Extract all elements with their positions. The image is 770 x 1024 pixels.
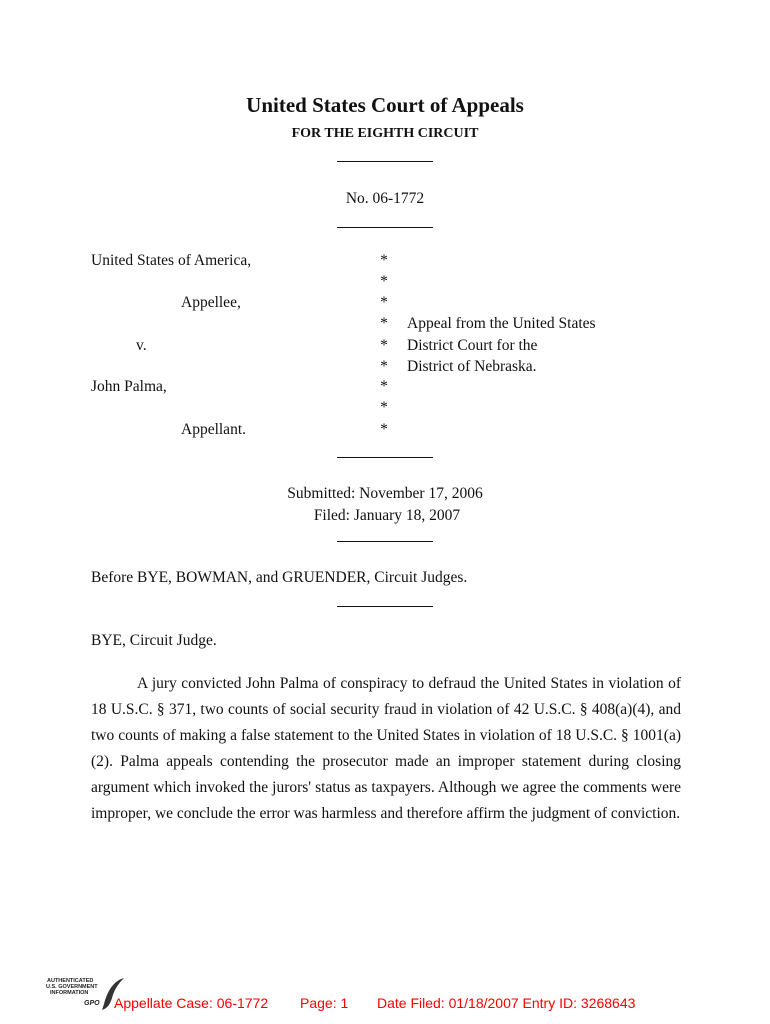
- footer-appellate-case: Appellate Case: 06-1772: [114, 995, 269, 1011]
- caption-star: *: [380, 337, 388, 354]
- caption-star: *: [380, 273, 388, 290]
- divider-rule: [337, 606, 433, 607]
- panel-judges: Before BYE, BOWMAN, and GRUENDER, Circuit Judges.: [91, 569, 468, 586]
- caption-star: *: [380, 358, 388, 375]
- defendant-role: Appellant.: [181, 421, 246, 438]
- caption-star: *: [380, 294, 388, 311]
- footer-date-filed: Date Filed: 01/18/2007 Entry ID: 3268643: [377, 995, 636, 1011]
- court-name: United States Court of Appeals: [246, 93, 524, 117]
- case-number: No. 06-1772: [345, 190, 425, 207]
- logo-line-3: INFORMATION: [50, 990, 89, 996]
- caption-star: *: [380, 378, 388, 395]
- filed-date: Filed: January 18, 2007: [313, 507, 461, 524]
- logo-line-2: U.S. GOVERNMENT: [46, 984, 98, 990]
- caption-star: *: [380, 315, 388, 332]
- plaintiff-name: United States of America,: [91, 252, 252, 269]
- opinion-paragraph: [91, 671, 681, 827]
- caption-star: *: [380, 252, 388, 269]
- logo-line-1: AUTHENTICATED: [47, 978, 94, 984]
- defendant-name: John Palma,: [91, 378, 167, 395]
- caption-star: *: [380, 399, 388, 416]
- caption-star: *: [380, 421, 388, 438]
- logo-mark: GPO: [84, 1000, 100, 1007]
- appeal-from-line-1: Appeal from the United States: [407, 315, 596, 332]
- divider-rule: [337, 161, 433, 162]
- appeal-from-line-3: District of Nebraska.: [407, 358, 537, 375]
- divider-rule: [337, 227, 433, 228]
- plaintiff-role: Appellee,: [181, 294, 241, 311]
- circuit-name: FOR THE EIGHTH CIRCUIT: [291, 126, 479, 141]
- opinion-paragraph-text: A jury convicted John Palma of conspiracy to defraud the United States in violation of 18 U.S.C. § 371, two counts of social security fraud in violation of 42 U.S.C. § 408(a)(4), and two counts of making a false statement to the United States in violation of 18 U.S.C. § 1001(a)(2). Palma appeals contending the prosecutor made an improper statement during closing argument which invoked the jurors' status as taxpayers. Although we agree the comments were improper, we conclude the error was harmless and therefore affirm the judgment of conviction.: [91, 675, 681, 822]
- submitted-date: Submitted: November 17, 2006: [287, 485, 483, 502]
- divider-rule: [337, 541, 433, 542]
- versus-label: v.: [136, 337, 147, 354]
- appeal-from-line-2: District Court for the: [407, 337, 538, 354]
- footer-page: Page: 1: [300, 995, 349, 1011]
- opinion-author: BYE, Circuit Judge.: [91, 632, 217, 649]
- divider-rule: [337, 457, 433, 458]
